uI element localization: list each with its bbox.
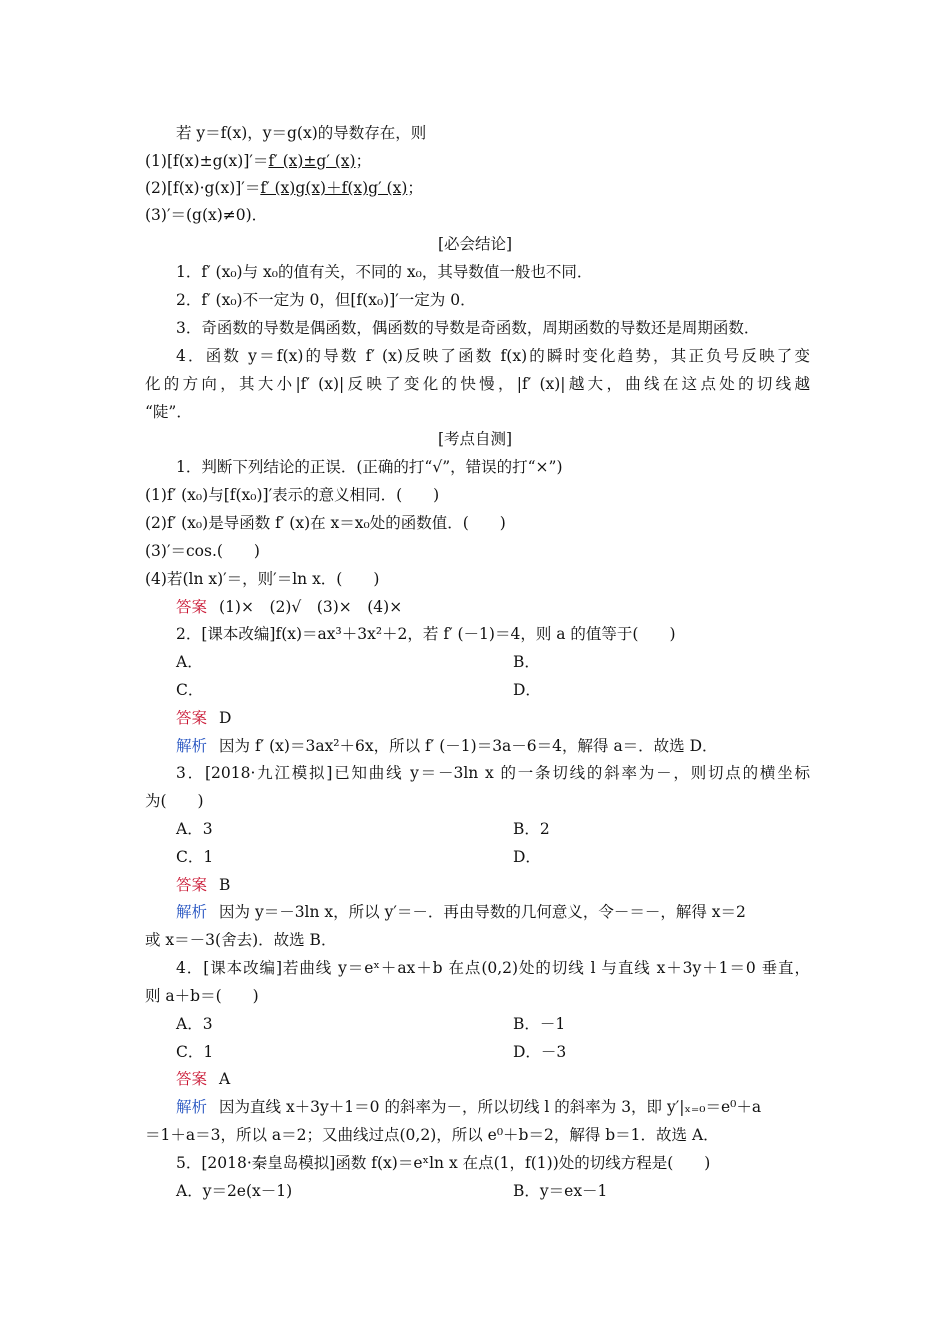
- q4-stem-line1: 4．[课本改编]若曲线 y＝eˣ＋ax＋b 在点(0,2)处的切线 l 与直线 x＋3y＋1＝0 垂直，: [176, 959, 810, 977]
- answer-label: 答案: [176, 709, 208, 727]
- q3-answer: B: [219, 876, 231, 894]
- q1-item-4: (4)若(ln x)′＝，则′＝ln x．( ): [145, 570, 380, 588]
- q2-analysis-line: [176, 735, 718, 757]
- conclusion-item-4-line1: 4．函数 y＝f(x)的导数 f′ (x)反映了函数 f(x)的瞬时变化趋势，其正负号反映了变: [176, 347, 810, 365]
- q1-stem: 1．判断下列结论的正误．(正确的打“√”，错误的打“×”): [176, 458, 563, 476]
- derivative-rule-sum: [145, 150, 371, 172]
- q4-option-a: A．3: [176, 1015, 213, 1033]
- answer-label: 答案: [176, 1070, 208, 1088]
- answer-label: 答案: [176, 876, 208, 894]
- q2-option-a: A．: [176, 653, 203, 671]
- q4-analysis-text1: 因为直线 x＋3y＋1＝0 的斜率为－，所以切线 l 的斜率为 3，即 y′|ₓ₌₀＝e⁰＋a: [219, 1098, 762, 1116]
- conclusion-item-1: 1．f′ (x₀)与 x₀的值有关，不同的 x₀，其导数值一般也不同．: [176, 263, 593, 281]
- q4-analysis-line1: [176, 1096, 810, 1118]
- q4-analysis-line2: ＝1＋a＝3，所以 a＝2；又曲线过点(0,2)，所以 e⁰＋b＝2，解得 b＝1．故选 A．: [145, 1126, 719, 1144]
- q3-stem-line1: 3．[2018·九江模拟]已知曲线 y＝－3ln x 的一条切线的斜率为－，则切点的横坐标: [176, 764, 810, 782]
- q4-answer-line: [176, 1068, 230, 1090]
- analysis-label: 解析: [176, 1098, 208, 1116]
- q3-stem-line2: 为( ): [145, 792, 204, 810]
- q2-option-b: B．: [513, 653, 540, 671]
- q5-option-a: A．y＝2e(x－1): [176, 1182, 293, 1200]
- q3-analysis-line1: [176, 901, 810, 923]
- conclusion-item-4-line3: “陡”．: [145, 403, 192, 421]
- q3-option-c: C．1: [176, 848, 214, 866]
- q5-option-b: B．y＝ex－1: [513, 1182, 608, 1200]
- analysis-label: 解析: [176, 903, 208, 921]
- answer-label: 答案: [176, 598, 208, 616]
- q2-option-c: C．: [176, 681, 204, 699]
- section-heading-selftest: [考点自测]: [437, 430, 513, 448]
- q3-analysis-text1: 因为 y＝－3ln x，所以 y′＝－．再由导数的几何意义，令－＝－，解得 x＝2: [219, 903, 746, 921]
- q4-option-b: B．－1: [513, 1015, 566, 1033]
- q3-option-d: D．: [513, 848, 541, 866]
- q4-stem-line2: 则 a＋b＝( ): [145, 987, 259, 1005]
- rule2-prefix: (2)[f(x)·g(x)]′＝: [145, 179, 261, 197]
- q4-answer: A: [219, 1070, 231, 1088]
- q1-item-2: (2)f′ (x₀)是导函数 f′ (x)在 x＝x₀处的函数值．( ): [145, 514, 506, 532]
- conclusion-item-2: 2．f′ (x₀)不一定为 0，但[f(x₀)]′一定为 0．: [176, 291, 476, 309]
- conclusion-item-3: 3．奇函数的导数是偶函数，偶函数的导数是奇函数，周期函数的导数还是周期函数．: [176, 319, 760, 337]
- q1-item-1: (1)f′ (x₀)与[f(x₀)]′表示的意义相同．( ): [145, 486, 440, 504]
- derivative-rule-quotient: (3)′＝(g(x)≠0)．: [145, 206, 268, 224]
- premise-line: 若 y＝f(x)，y＝g(x)的导数存在，则: [176, 124, 427, 142]
- q3-answer-line: [176, 874, 230, 896]
- rule1-prefix: (1)[f(x)±g(x)]′＝: [145, 152, 269, 170]
- rule2-answer: f′ (x)g(x)＋f(x)g′ (x): [260, 179, 408, 197]
- q2-option-d: D．: [513, 681, 541, 699]
- q4-option-d: D．－3: [513, 1043, 567, 1061]
- rule1-suffix: ；: [355, 152, 372, 170]
- rule1-answer: f′ (x)±g′ (x): [268, 152, 356, 170]
- q1-item-3: (3)′＝cos.( ): [145, 542, 260, 560]
- q2-answer-line: [176, 707, 231, 729]
- q5-stem: 5．[2018·秦皇岛模拟]函数 f(x)＝eˣln x 在点(1，f(1))处的切线方程是( ): [176, 1154, 711, 1172]
- q4-option-c: C．1: [176, 1043, 214, 1061]
- q3-analysis-line2: 或 x＝－3(舍去)．故选 B．: [145, 931, 337, 949]
- q2-stem: 2．[课本改编]f(x)＝ax³＋3x²＋2，若 f′ (－1)＝4，则 a 的值等于( ): [176, 625, 676, 643]
- q2-answer: D: [219, 709, 232, 727]
- analysis-label: 解析: [176, 737, 208, 755]
- conclusion-item-4-line2: 化的方向，其大小|f′ (x)|反映了变化的快慢，|f′ (x)|越大，曲线在这点处的切线越: [145, 375, 810, 393]
- rule2-suffix: ；: [407, 179, 423, 197]
- q3-option-b: B．2: [513, 820, 550, 838]
- q2-analysis: 因为 f′ (x)＝3ax²＋6x，所以 f′ (－1)＝3a－6＝4，解得 a＝．故选 D．: [219, 737, 718, 755]
- section-heading-conclusions: [必会结论]: [437, 235, 513, 253]
- q1-answer: (1)× (2)√ (3)× (4)×: [219, 598, 403, 616]
- q3-option-a: A．3: [176, 820, 213, 838]
- q1-answer-line: [176, 596, 402, 618]
- derivative-rule-product: [145, 177, 423, 199]
